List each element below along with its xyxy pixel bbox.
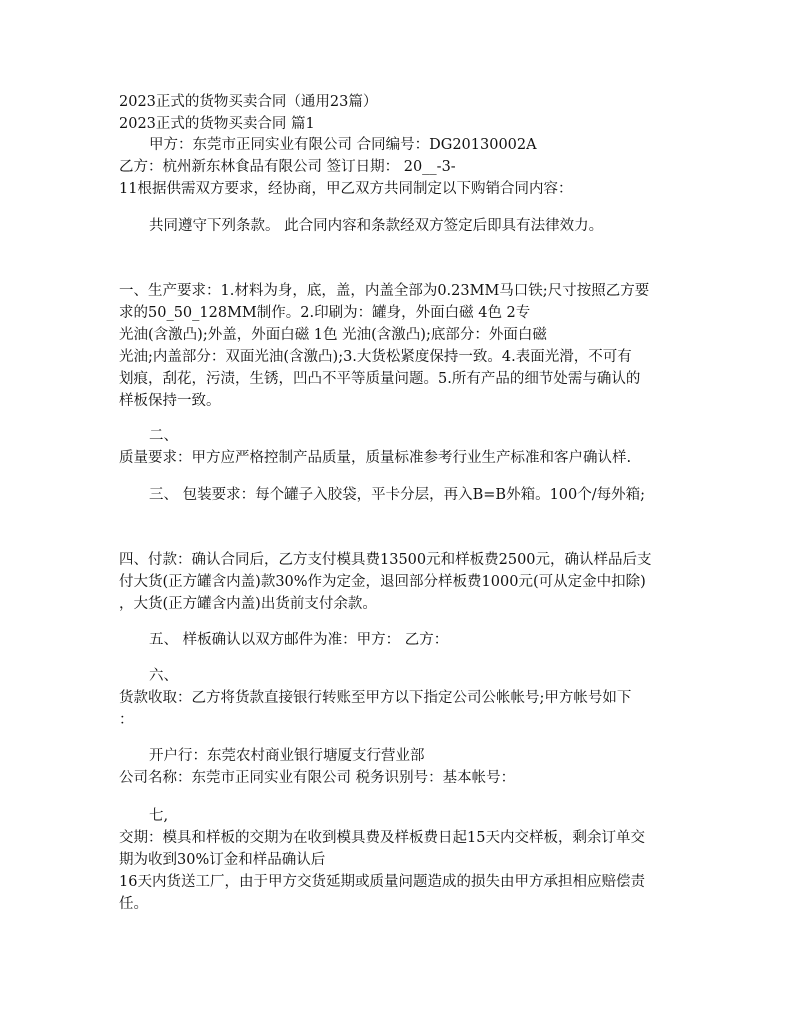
bank-line: 开户行：东莞农村商业银行塘厦支行营业部 xyxy=(149,748,425,764)
section-6-line: ： xyxy=(119,712,134,728)
section-1-line: 一、生产要求：1.材料为身，底，盖，内盖全部为0.23MM马口铁;尺寸按照乙方要 xyxy=(119,283,650,299)
section-1-line: 光油(含激凸);外盖，外面白磁 1色 光油(含激凸);底部分：外面白磁 xyxy=(119,327,547,343)
section-3-line: 三、 包装要求：每个罐子入胶袋，平卡分层，再入B=B外箱。100个/每外箱; xyxy=(149,487,646,503)
intro-line: 11根据供需双方要求，经协商，甲乙双方共同制定以下购销合同内容： xyxy=(119,181,573,197)
agreement-line: 共同遵守下列条款。 此合同内容和条款经双方签定后即具有法律效力。 xyxy=(149,218,604,234)
section-1-line: 样板保持一致。 xyxy=(119,393,221,409)
section-1-line: 光油;内盖部分：双面光油(含激凸);3.大货松紧度保持一致。4.表面光滑，不可有 xyxy=(119,349,632,365)
section-1-line: 求的50_50_128MM制作。2.印刷为：罐身，外面白磁 4色 2专 xyxy=(119,305,531,321)
company-line: 公司名称：东莞市正同实业有限公司 税务识别号：基本帐号： xyxy=(119,770,516,786)
party-b-line: 乙方：杭州新东林食品有限公司 签订日期： 20__-3- xyxy=(119,159,456,175)
section-6-number: 六、 xyxy=(149,668,178,684)
section-4-line: 付大货(正方罐含内盖)款30%作为定金，退回部分样板费1000元(可从定金中扣除) xyxy=(119,574,646,590)
section-7-line: 期为收到30%订金和样品确认后 xyxy=(119,852,326,868)
section-7-line: 16天内货送工厂，由于甲方交货延期或质量问题造成的损失由甲方承担相应赔偿责 xyxy=(119,874,645,890)
section-5-line: 五、 样板确认以双方邮件为准：甲方： 乙方： xyxy=(149,632,449,648)
section-7-line: 交期：模具和样板的交期为在收到模具费及样板费日起15天内交样板，剩余订单交 xyxy=(119,830,645,846)
document-subtitle: 2023正式的货物买卖合同 篇1 xyxy=(119,116,315,132)
section-4-line: 四、付款：确认合同后，乙方支付模具费13500元和样板费2500元，确认样品后支 xyxy=(119,552,652,568)
section-2-text: 质量要求：甲方应严格控制产品质量，质量标准参考行业生产标准和客户确认样. xyxy=(119,450,632,466)
party-a-line: 甲方：东莞市正同实业有限公司 合同编号：DG20130002A xyxy=(149,137,537,153)
section-7-line: 任。 xyxy=(119,896,148,912)
section-6-line: 货款收取：乙方将货款直接银行转账至甲方以下指定公司公帐帐号;甲方帐号如下 xyxy=(119,690,632,706)
section-7-number: 七, xyxy=(149,808,169,824)
section-2-number: 二、 xyxy=(149,428,178,444)
section-1-line: 划痕，刮花，污渍，生锈，凹凸不平等质量问题。5.所有产品的细节处需与确认的 xyxy=(119,371,641,387)
document-title: 2023正式的货物买卖合同（通用23篇） xyxy=(119,94,378,110)
section-4-line: ，大货(正方罐含内盖)出货前支付余款。 xyxy=(119,596,377,612)
